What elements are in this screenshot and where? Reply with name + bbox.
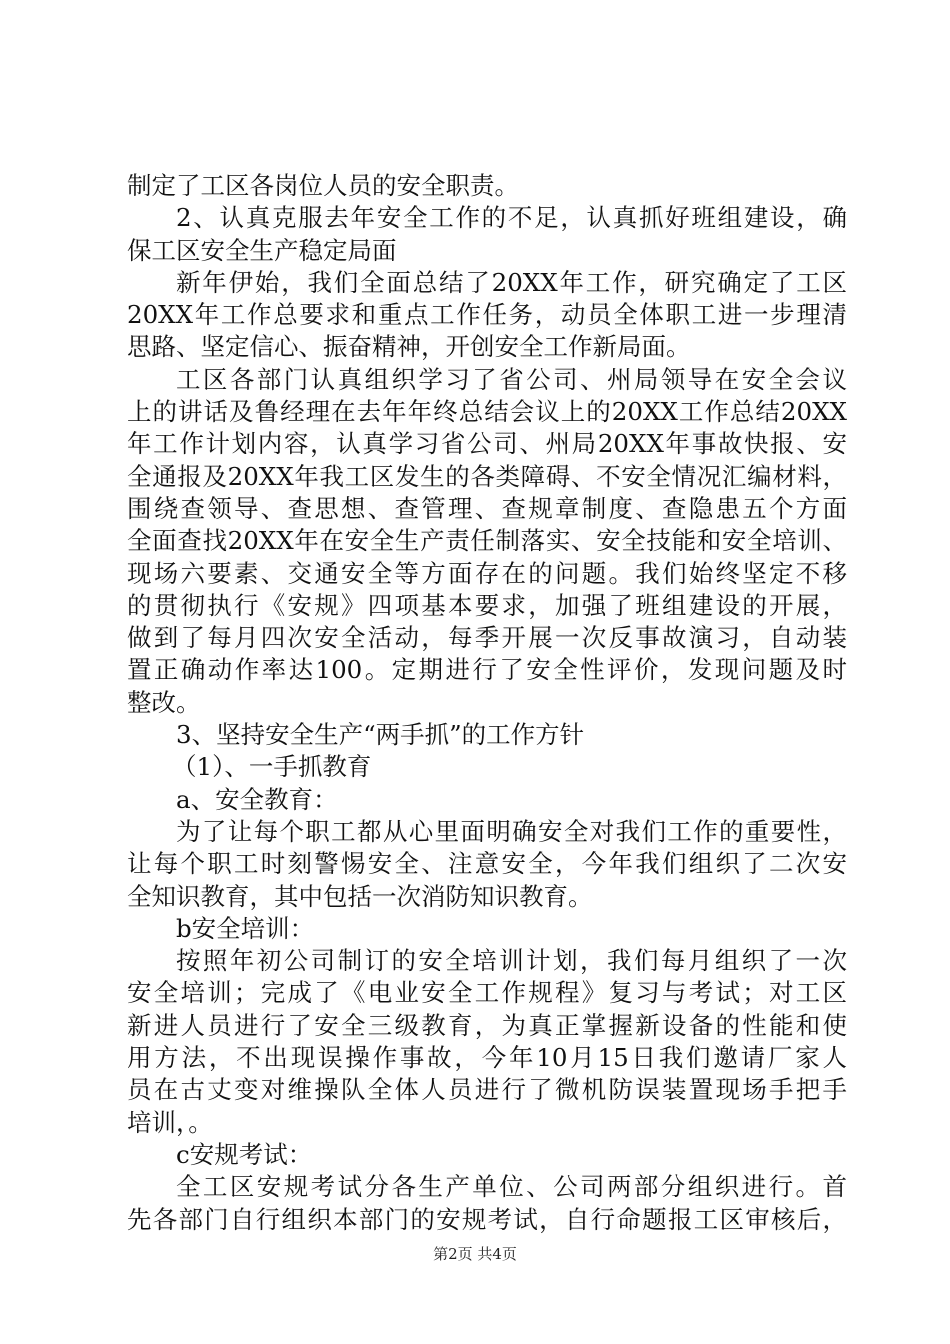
text-line: 用方法，不出现误操作事故，今年10月15日我们邀请厂家人	[127, 1043, 847, 1073]
text-line: （1）、一手抓教育	[172, 752, 372, 782]
text-line: 上的讲话及鲁经理在去年年终总结会议上的20XX工作总结20XX	[127, 397, 847, 427]
text-line: 新进人员进行了安全三级教育，为真正掌握新设备的性能和使	[127, 1010, 847, 1040]
text-line: 做到了每月四次安全活动，每季开展一次反事故演习，自动装	[127, 623, 847, 653]
text-line: 让每个职工时刻警惕安全、注意安全，今年我们组织了二次安	[127, 849, 847, 879]
text-line: 全通报及20XX年我工区发生的各类障碍、不安全情况汇编材料，	[127, 461, 847, 491]
text-line: a、安全教育：	[176, 784, 338, 814]
document-body	[127, 170, 847, 1236]
text-line: 全面查找20XX年在安全生产责任制落实、安全技能和安全培训、	[127, 526, 847, 556]
text-line: 20XX年工作总要求和重点工作任务，动员全体职工进一步理清	[127, 300, 847, 330]
text-line: 全知识教育，其中包括一次消防知识教育。	[127, 881, 593, 911]
text-line: 思路、坚定信心、振奋精神，开创安全工作新局面。	[127, 332, 691, 362]
text-line: 围绕查领导、查思想、查管理、查规章制度、查隐患五个方面	[127, 493, 847, 523]
text-line: 2、认真克服去年安全工作的不足，认真抓好班组建设，确	[176, 203, 847, 233]
text-line: 安全培训；完成了《电业安全工作规程》复习与考试；对工区	[127, 978, 847, 1008]
text-line: 按照年初公司制订的安全培训计划，我们每月组织了一次	[176, 946, 847, 976]
text-line: c安规考试：	[176, 1139, 313, 1169]
text-line: b安全培训：	[176, 913, 315, 943]
text-line: 为了让每个职工都从心里面明确安全对我们工作的重要性，	[176, 816, 847, 846]
text-line: 整改。	[127, 687, 201, 717]
text-line: 的贯彻执行《安规》四项基本要求，加强了班组建设的开展，	[127, 590, 847, 620]
text-line: 全工区安规考试分各生产单位、公司两部分组织进行。首	[176, 1172, 847, 1202]
page-number-footer: 第2页 共4页	[433, 1245, 517, 1263]
text-line: 培训，。	[127, 1107, 213, 1137]
text-line: 员在古丈变对维操队全体人员进行了微机防误装置现场手把手	[127, 1075, 847, 1105]
text-line: 3、坚持安全生产“两手抓”的工作方针	[176, 720, 585, 750]
text-line: 制定了工区各岗位人员的安全职责。	[127, 171, 519, 200]
text-line: 工区各部门认真组织学习了省公司、州局领导在安全会议	[176, 364, 847, 394]
text-line: 置正确动作率达100。定期进行了安全性评价，发现问题及时	[127, 655, 847, 685]
text-line: 年工作计划内容，认真学习省公司、州局20XX年事故快报、安	[127, 429, 847, 459]
text-line: 保工区安全生产稳定局面	[127, 235, 397, 265]
text-line: 先各部门自行组织本部门的安规考试，自行命题报工区审核后，	[127, 1204, 847, 1234]
text-line: 现场六要素、交通安全等方面存在的问题。我们始终坚定不移	[127, 558, 847, 588]
text-line: 新年伊始，我们全面总结了20XX年工作，研究确定了工区	[176, 267, 847, 297]
